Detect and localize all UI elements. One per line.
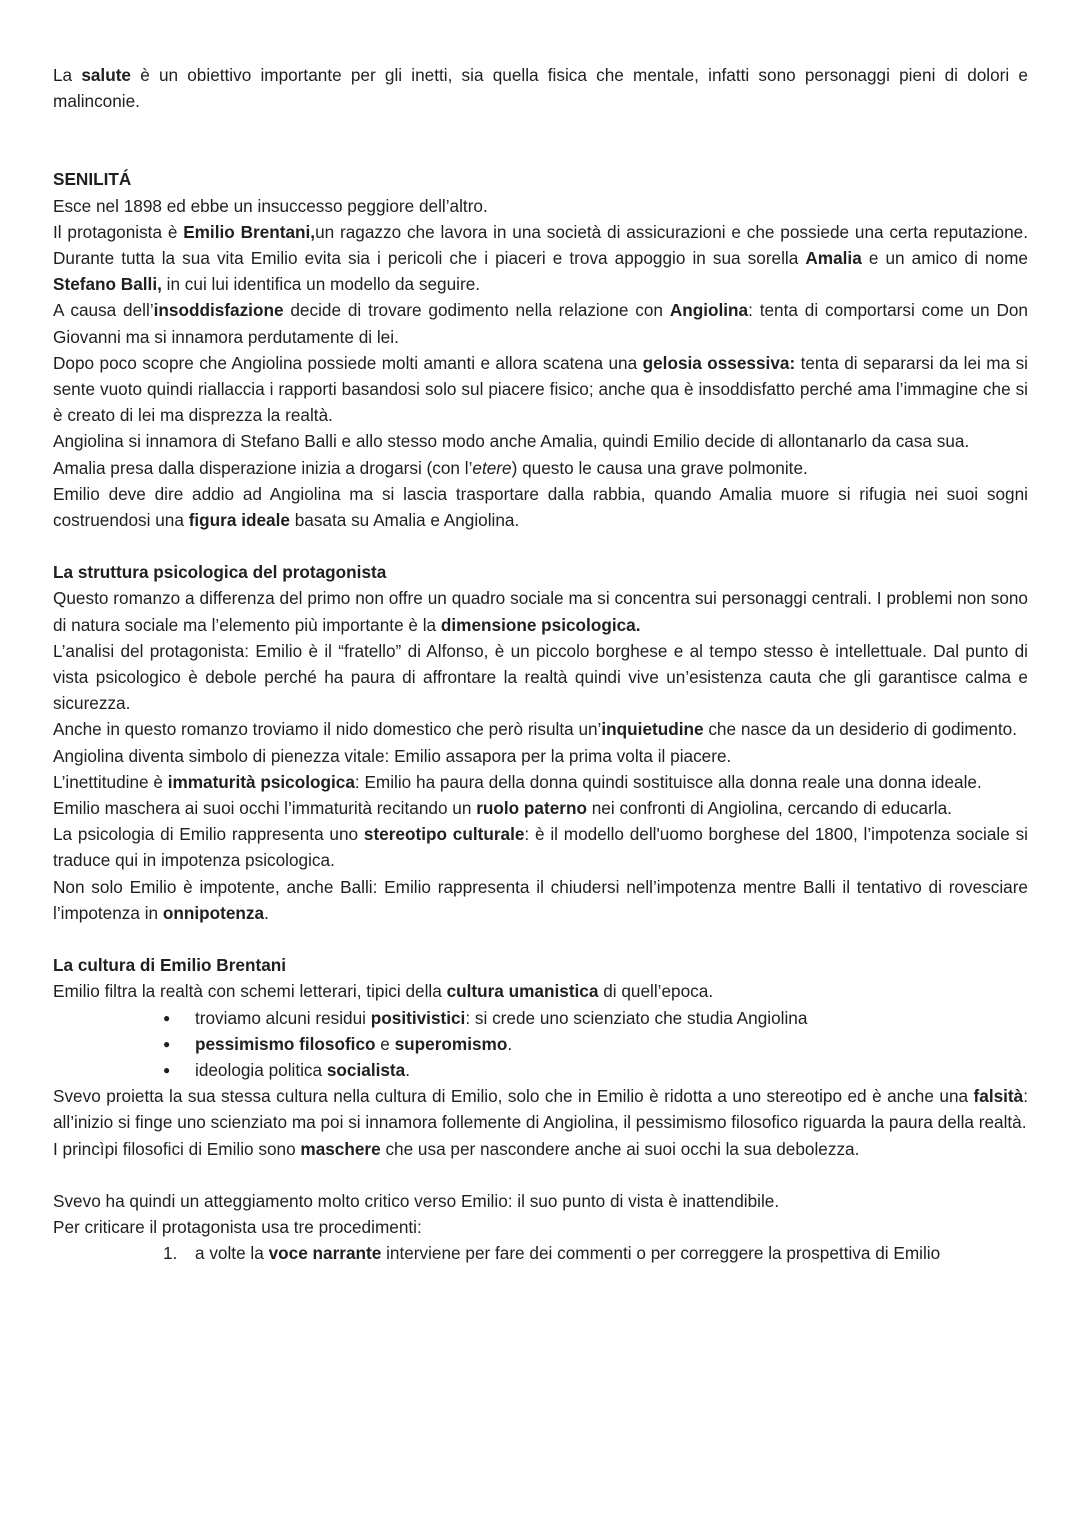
- text-run: basata su Amalia e Angiolina.: [289, 510, 520, 531]
- text-run: : Emilio ha paura della donna quindi sostituisce alla donna reale una donna ideale.: [354, 771, 982, 792]
- senilita-paragraph: [53, 428, 1028, 454]
- text-run: interviene per fare dei commenti o per correggere la prospettiva di Emilio: [381, 1243, 941, 1264]
- bold-text: positivistici: [370, 1007, 466, 1028]
- senilita-paragraph: [53, 219, 1028, 298]
- text-run: Dopo poco scopre che Angiolina possiede molti amanti e allora scatena una: [53, 352, 643, 373]
- text-run: I princìpi filosofici di Emilio sono: [53, 1138, 301, 1159]
- struttura-paragraph: [53, 821, 1028, 873]
- text-run: ) questo le causa una grave polmonite.: [511, 457, 808, 478]
- text-run: Anche in questo romanzo troviamo il nido domestico che però risulta un’: [53, 719, 602, 740]
- struttura-paragraph: [53, 585, 1028, 637]
- critica-numbered-list: [53, 1240, 1028, 1266]
- senilita-paragraph: [53, 297, 1028, 349]
- section-title-senilita: SENILITÁ: [53, 169, 132, 190]
- cultura-paragraphs: [53, 1083, 1028, 1162]
- bold-text: maschere: [300, 1138, 381, 1159]
- cultura-intro: [53, 978, 1028, 1004]
- bold-text: socialista: [326, 1059, 406, 1080]
- struttura-paragraph: [53, 716, 1028, 742]
- bullet-item: [163, 1005, 1028, 1031]
- text-run: .: [264, 902, 269, 923]
- text-run: ideologia politica: [195, 1059, 327, 1080]
- text-run: : all’inizio si finge uno scienziato ma poi si innamora follemente di Angiolina, il pessimismo filosofico riguarda la paura della realtà.: [53, 1086, 1028, 1133]
- bold-text: Amalia: [805, 248, 862, 269]
- text-run: e un amico di nome: [861, 248, 1028, 269]
- item-number: 1.: [163, 1243, 178, 1264]
- text-run: che nasce da un desiderio di godimento.: [703, 719, 1017, 740]
- text-run: L’inettitudine è: [53, 771, 168, 792]
- text-run: è un obiettivo importante per gli inetti, sia quella fisica che mentale, infatti sono personaggi pieni di dolori e malinconie.: [53, 65, 1028, 112]
- text-run: nei confronti di Angiolina, cercando di educarla.: [586, 798, 952, 819]
- senilita-paragraph: [53, 481, 1028, 533]
- text-run: : si crede uno scienziato che studia Angiolina: [465, 1007, 808, 1028]
- text-run: un ragazzo che lavora in una società di assicurazioni e che possiede una certa reputazione. Durante tutta la sua vita Emilio evita sia i pericoli che i piaceri e trova appoggio in sua sorella: [53, 221, 1028, 269]
- numbered-item: [163, 1240, 1028, 1266]
- cultura-paragraph: [53, 1083, 1028, 1135]
- bold-text: onnipotenza: [162, 902, 265, 923]
- text-run: Angiolina diventa simbolo di pienezza vitale: Emilio assapora per la prima volta il piacere.: [53, 745, 732, 766]
- text-run: e: [375, 1033, 395, 1054]
- text-run: in cui lui identifica un modello da seguire.: [161, 274, 481, 295]
- bold-text: cultura umanistica: [446, 981, 599, 1002]
- text-run: Non solo Emilio è impotente, anche Balli: Emilio rappresenta il chiudersi nell’impotenza mentre Balli il tentativo di rovesciare l’impotenza in: [53, 876, 1028, 923]
- bold-text: Stefano Balli,: [53, 274, 162, 295]
- text-run: che usa per nascondere anche ai suoi occhi la sua debolezza.: [380, 1138, 860, 1159]
- struttura-paragraphs: [53, 585, 1028, 926]
- text-run: tenta di separarsi da lei ma si sente vuoto quindi riallaccia i rapporti basandosi solo sul piacere fisico; anche qua è insoddisfatto perché ama l’immagine che si è creato di lei ma disprezza la realtà.: [53, 352, 1029, 426]
- struttura-paragraph: [53, 638, 1028, 717]
- bold-text: immaturità psicologica: [167, 771, 355, 792]
- bold-text: falsità: [973, 1086, 1024, 1107]
- senilita-paragraph: [53, 193, 1028, 219]
- text-run: La psicologia di Emilio rappresenta uno: [53, 824, 364, 845]
- bold-text: pessimismo filosofico: [195, 1033, 376, 1054]
- bold-text: gelosia ossessiva:: [642, 352, 796, 373]
- text-run: Esce nel 1898 ed ebbe un insuccesso peggiore dell’altro.: [53, 195, 488, 216]
- bold-text: voce narrante: [268, 1243, 382, 1264]
- bold-text: dimensione psicologica.: [440, 614, 641, 635]
- text-run: L’analisi del protagonista: Emilio è il “fratello” di Alfonso, è un piccolo borghese e al tempo stesso è intellettuale. Dal punto di vista psicologico è debole perché ha paura di affrontare la realtà quindi vive un’esistenza cauta che gli garantisce calma e sicurezza.: [53, 640, 1028, 714]
- text-run: Svevo proietta la sua stessa cultura nella cultura di Emilio, solo che in Emilio è ridotta a uno stereotipo ed è anche una: [53, 1086, 974, 1107]
- struttura-paragraph: [53, 795, 1028, 821]
- section-title-cultura: La cultura di Emilio Brentani: [53, 955, 287, 976]
- text-run: Amalia presa dalla disperazione inizia a drogarsi (con l’: [53, 457, 473, 478]
- critica-paragraph: [53, 1214, 1028, 1240]
- text-run: .: [405, 1059, 410, 1080]
- senilita-paragraphs: [53, 193, 1028, 534]
- bold-text: superomismo: [394, 1033, 508, 1054]
- critica-paragraph: [53, 1188, 1028, 1214]
- bold-text: inquietudine: [601, 719, 704, 740]
- text-run: Emilio deve dire addio ad Angiolina ma si lascia trasportare dalla rabbia, quando Amalia muore si rifugia nei suoi sogni costruendosi una: [53, 483, 1028, 531]
- text-run: : è il modello dell'uomo borghese del 1800, l’impotenza sociale si traduce qui in impotenza psicologica.: [53, 824, 1028, 871]
- text-run: a volte la: [195, 1243, 269, 1264]
- intro-paragraph: [53, 62, 1028, 114]
- bold-text: stereotipo culturale: [363, 824, 525, 845]
- bold-text: salute: [81, 65, 131, 85]
- text-run: decide di trovare godimento nella relazione con: [283, 300, 670, 321]
- critica-paragraphs: [53, 1188, 1028, 1240]
- text-run: Questo romanzo a differenza del primo non offre un quadro sociale ma si concentra sui personaggi centrali. I problemi non sono di natura sociale ma l’elemento più importante è la: [53, 588, 1028, 635]
- text-run: Emilio filtra la realtà con schemi letterari, tipici della: [53, 981, 447, 1002]
- bold-text: figura ideale: [188, 510, 290, 531]
- bold-text: insoddisfazione: [153, 300, 284, 321]
- bold-text: Emilio Brentani,: [183, 221, 316, 242]
- text-run: Angiolina si innamora di Stefano Balli e allo stesso modo anche Amalia, quindi Emilio decide di allontanarlo da casa sua.: [53, 431, 970, 452]
- cultura-paragraph: [53, 1136, 1028, 1162]
- text-run: Per criticare il protagonista usa tre procedimenti:: [53, 1216, 422, 1237]
- bullet-item: [163, 1031, 1028, 1057]
- text-run: Il protagonista è: [53, 221, 184, 242]
- text-run: Svevo ha quindi un atteggiamento molto critico verso Emilio: il suo punto di vista è inattendibile.: [53, 1190, 780, 1211]
- section-title-struttura: La struttura psicologica del protagonista: [53, 562, 387, 583]
- text-run: A causa dell’: [53, 300, 154, 321]
- senilita-paragraph: [53, 350, 1028, 429]
- text-run: La: [53, 65, 82, 85]
- text-run: Emilio maschera ai suoi occhi l’immaturità recitando un: [53, 798, 477, 819]
- text-run: .: [507, 1033, 513, 1054]
- text-run: troviamo alcuni residui: [195, 1007, 371, 1028]
- struttura-paragraph: [53, 769, 1028, 795]
- text-run: : tenta di comportarsi come un Don Giovanni ma si innamora perdutamente di lei.: [53, 300, 1028, 347]
- italic-text: etere: [472, 457, 512, 478]
- bullet-item: [163, 1057, 1028, 1083]
- cultura-bullet-list: [53, 1005, 1028, 1084]
- bold-text: Angiolina: [669, 300, 749, 321]
- struttura-paragraph: [53, 743, 1028, 769]
- struttura-paragraph: [53, 874, 1028, 926]
- senilita-paragraph: [53, 455, 1028, 481]
- bold-text: ruolo paterno: [476, 798, 587, 819]
- text-run: di quell’epoca.: [598, 981, 714, 1002]
